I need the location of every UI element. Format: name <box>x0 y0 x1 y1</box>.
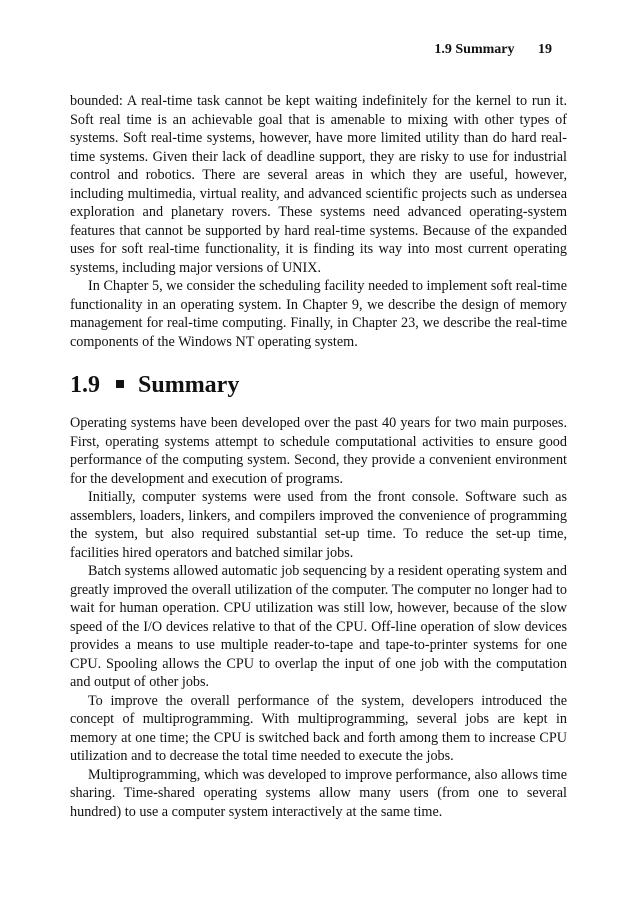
section-title: Summary <box>138 372 240 398</box>
paragraph: In Chapter 5, we consider the scheduling facility needed to implement soft real-time functionality in an operating system. In Chapter 9, we describe the design of memory management for real-time computing. Finally, in Chapter 23, we describe the real-time components of the Windows NT operating system. <box>70 278 567 350</box>
paragraph: Batch systems allowed automatic job sequencing by a resident operating system and greatly improved the overall utilization of the computer. The computer no longer had to wait for human operation. CPU utilization was still low, however, because of the slow speed of the I/O devices relative to that of the CPU. Off-line operation of slow devices provides a means to use multiple reader-to-tape and tape-to-printer systems for one CPU. Spooling allows the CPU to overlap the input of one job with the computation and output of other jobs. <box>70 563 567 690</box>
running-head <box>434 42 552 58</box>
paragraph: To improve the overall performance of the system, developers introduced the concept of multiprogramming. With multiprogramming, several jobs are kept in memory at one time; the CPU is switched back and forth among them to increase CPU utilization and to decrease the total time needed to execute the jobs. <box>70 692 567 764</box>
section-number: 1.9 <box>70 372 100 398</box>
body-text-top <box>70 92 567 351</box>
section-heading <box>70 372 239 399</box>
running-head-section: 1.9 Summary <box>434 42 515 57</box>
page-number: 19 <box>538 42 552 57</box>
paragraph: Operating systems have been developed over the past 40 years for two main purposes. First, operating systems attempt to schedule computational activities to ensure good performance of the computing system. Second, they provide a convenient environment for the development and execution of programs. <box>70 415 567 487</box>
paragraph: Initially, computer systems were used from the front console. Software such as assemblers, loaders, linkers, and compilers improved the convenience of programming the system, but also required substantial set-up time. To reduce the set-up time, facilities hired operators and batched similar jobs. <box>70 489 567 561</box>
body-text-summary <box>70 414 567 821</box>
paragraph: bounded: A real-time task cannot be kept waiting indefinitely for the kernel to run it. Soft real time is an achievable goal that is amenable to mixing with other types of systems. Soft real-time systems, however, have more limited utility than do hard real-time systems. Given their lack of deadline support, they are risky to use for industrial control and robotics. There are several areas in which they are useful, however, including multimedia, virtual reality, and advanced scientific projects such as undersea exploration and planetary rovers. These systems need advanced operating-system features that cannot be supported by hard real-time systems. Because of the expanded uses for soft real-time functionality, it is finding its way into most current operating systems, including major versions of UNIX. <box>70 93 567 276</box>
paragraph: Multiprogramming, which was developed to improve performance, also allows time sharing. Time-shared operating systems allow many users (from one to several hundred) to use a computer system interactively at the same time. <box>70 766 567 820</box>
square-bullet-icon <box>116 380 124 388</box>
